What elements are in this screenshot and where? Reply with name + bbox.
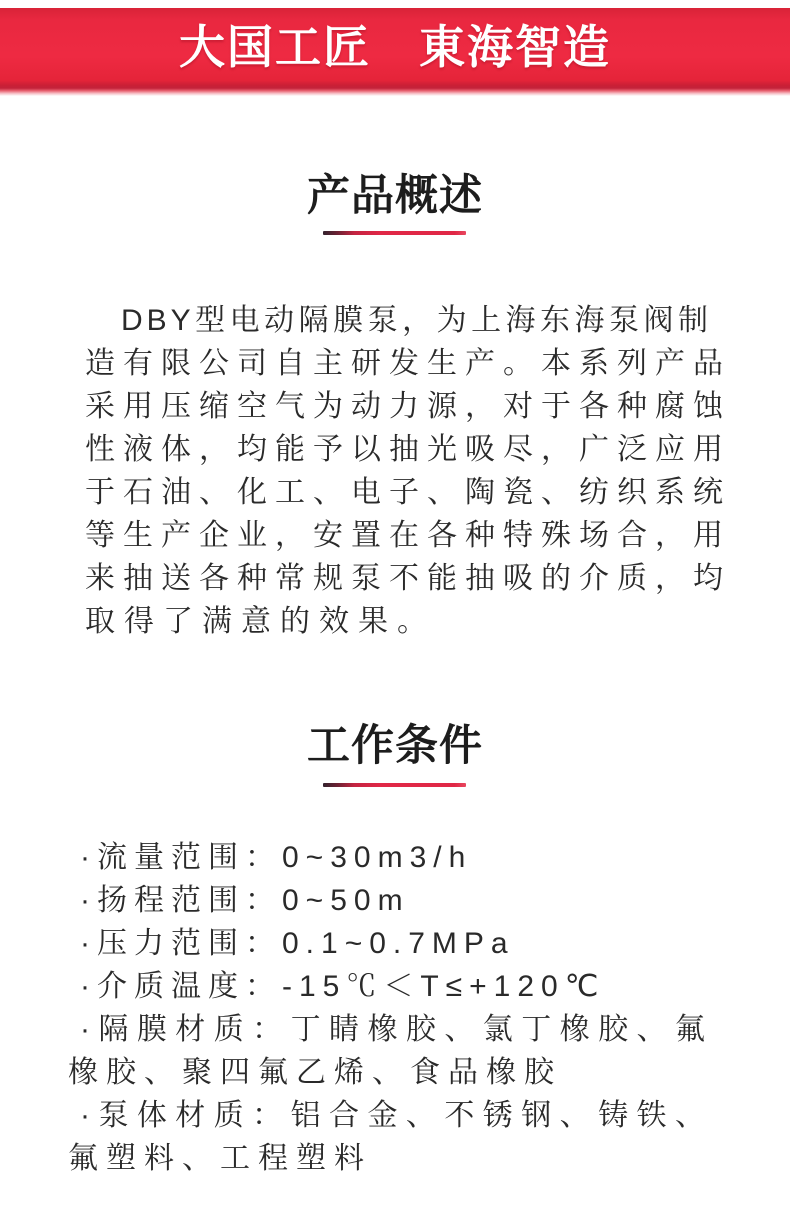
condition-line xyxy=(68,922,712,965)
condition-text: 流量范围：0~30m3/h xyxy=(97,841,473,874)
condition-text: 橡胶、聚四氟乙烯、食品橡胶 xyxy=(68,1056,562,1089)
paragraph-line: 等生产企业，安置在各种特殊场合，用 xyxy=(85,519,731,552)
paragraph-line: 于石油、化工、电子、陶瓷、纺织系统 xyxy=(85,476,731,509)
paragraph-line: 造有限公司自主研发生产。本系列产品 xyxy=(85,347,731,380)
condition-line xyxy=(68,836,712,879)
condition-text: 氟塑料、工程塑料 xyxy=(68,1142,372,1175)
banner-title: 大国工匠 東海智造 xyxy=(179,21,611,73)
paragraph-line: 性液体，均能予以抽光吸尽，广泛应用 xyxy=(85,433,731,466)
condition-text: 扬程范围：0~50m xyxy=(97,884,410,917)
condition-text: 压力范围：0.1~0.7MPa xyxy=(97,927,515,960)
paragraph-line: 采用压缩空气为动力源，对于各种腐蚀 xyxy=(85,390,731,423)
condition-line xyxy=(68,1094,712,1137)
product-overview-paragraph xyxy=(85,299,731,643)
condition-text: 泵体材质：铝合金、不锈钢、铸铁、 xyxy=(97,1099,712,1132)
paragraph-line: 取得了满意的效果。 xyxy=(85,605,436,638)
paragraph-line: DBY型电动隔膜泵，为上海东海泵阀制 xyxy=(121,304,712,337)
condition-text: 隔膜材质：丁睛橡胶、氯丁橡胶、氟 xyxy=(97,1013,712,1046)
bullet-icon: · xyxy=(80,841,97,874)
bullet-icon: · xyxy=(80,970,97,1003)
condition-line xyxy=(68,1008,712,1051)
bullet-icon: · xyxy=(80,884,97,917)
condition-line xyxy=(68,1051,712,1094)
bullet-icon: · xyxy=(80,927,97,960)
title-underline xyxy=(323,783,466,787)
section-title-overview: 产品概述 xyxy=(307,172,483,220)
condition-line xyxy=(68,1137,712,1180)
condition-text: 介质温度：-15℃＜T≤+120℃ xyxy=(97,970,606,1003)
section-title-conditions: 工作条件 xyxy=(307,722,483,770)
paragraph-line: 来抽送各种常规泵不能抽吸的介质，均 xyxy=(85,562,731,595)
condition-line xyxy=(68,965,712,1008)
bullet-icon: · xyxy=(80,1099,97,1132)
title-underline xyxy=(323,231,466,235)
working-conditions-list xyxy=(68,836,712,1180)
top-banner xyxy=(0,8,790,96)
bullet-icon: · xyxy=(80,1013,97,1046)
condition-line xyxy=(68,879,712,922)
